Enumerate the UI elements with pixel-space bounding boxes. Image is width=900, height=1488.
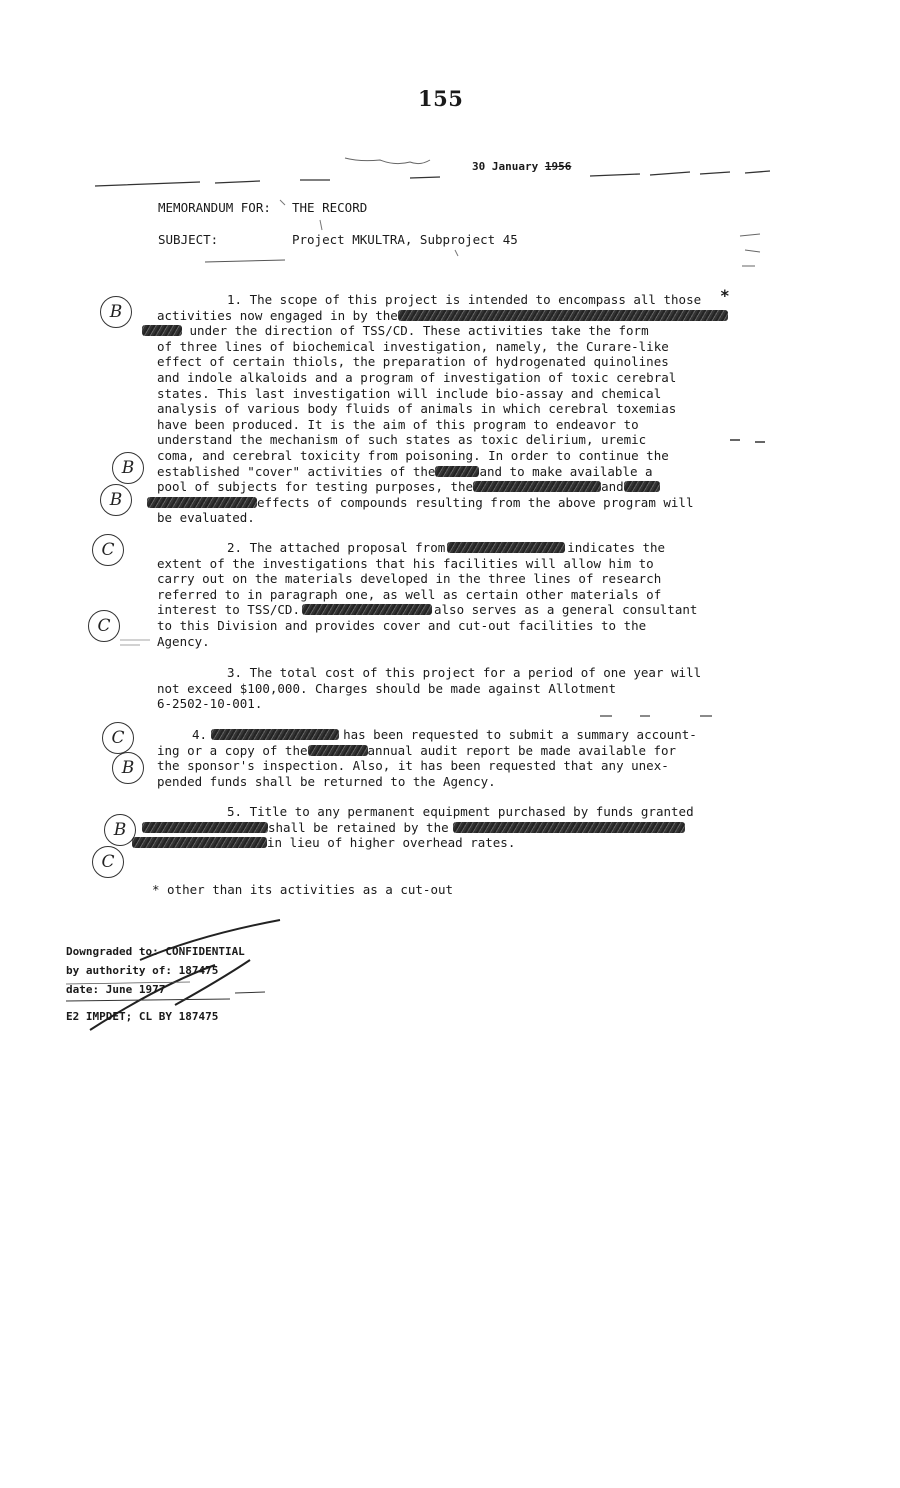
paragraph-line: 5. Title to any permanent equipment purchased by funds granted [227,804,694,819]
paragraph-line [157,540,727,556]
paragraph-line: analysis of various body fluids of animals in which cerebral toxemias [157,401,677,417]
redaction-block [211,729,339,740]
date-day-month: 30 January [472,160,539,173]
paragraph-line: to this Division and provides cover and cut-out facilities to the [157,617,647,633]
classification-mark: B [100,296,132,328]
paragraph-text: 4. [192,727,208,742]
paragraph-line: extent of the investigations that his facilities will allow him to [157,555,654,571]
paragraph-text: and to make available a [479,463,653,479]
memo-date [472,160,571,173]
paragraph-text: in lieu of higher overhead rates. [267,835,516,851]
redaction-block [142,325,182,336]
classification-mark: B [112,452,144,484]
paragraph-line: 6-2502-10-001. [157,696,263,712]
paragraph-line: 3. The total cost of this project for a period of one year will [227,665,702,680]
redaction-block [435,466,479,477]
paragraph-line [157,820,727,836]
paragraph-text: under the direction of TSS/CD. These activities take the form [182,323,649,339]
paragraph-line: effect of certain thiols, the preparation of hydrogenated quinolines [157,354,669,370]
paragraph-text: 2. The attached proposal from [227,540,446,555]
redaction-block [447,542,565,553]
paragraph-line [157,743,727,759]
paragraph-line: pended funds shall be returned to the Agency. [157,773,496,789]
paragraph-text: and [601,479,624,495]
downgrade-line: date: June 1977 [66,983,166,996]
paragraph-line: and indole alkaloids and a program of investigation of toxic cerebral [157,369,677,385]
classification-mark: B [100,484,132,516]
memo-subject-label: SUBJECT: [158,232,219,247]
redaction-block [398,310,728,321]
memo-subject-value: Project MKULTRA, Subproject 45 [292,232,518,247]
paragraph-1 [157,292,727,526]
redaction-block [308,745,368,756]
redaction-block [302,604,432,615]
paragraph-line [157,479,727,495]
paragraph-text: indicates the [567,540,666,555]
paragraph-2 [157,540,727,649]
classification-mark: C [92,846,124,878]
paragraph-line: of three lines of biochemical investigation, namely, the Curare-like [157,338,669,354]
paragraph-text: effects of compounds resulting from the above program will [257,494,694,510]
paragraph-line: not exceed $100,000. Charges should be made against Allotment [157,680,617,696]
paragraph-line [157,308,727,324]
paragraph-text: annual audit report be made available for [367,742,677,758]
paragraph-text: pool of subjects for testing purposes, the [157,479,474,495]
paragraph-line: carry out on the materials developed in the three lines of research [157,571,662,587]
redaction-block [473,481,601,492]
downgrade-line: by authority of: 187475 [66,964,219,977]
redaction-block [624,481,660,492]
paragraph-line [157,602,727,618]
redaction-block [147,497,257,508]
paragraph-line: Agency. [157,633,210,649]
paragraph-text: has been requested to submit a summary account- [343,727,697,742]
paragraph-line [157,835,727,851]
paragraph-5 [157,804,727,851]
classification-mark: B [104,814,136,846]
paragraph-line: have been produced. It is the aim of this program to endeavor to [157,416,639,432]
paragraph-line [157,323,727,339]
paragraph-text: interest to TSS/CD. [157,602,300,618]
paragraph-line: understand the mechanism of such states as toxic delirium, uremic [157,432,647,448]
paragraph-text: ing or a copy of the [157,742,308,758]
classification-mark: C [88,610,120,642]
paragraph-text: established "cover" activities of the [157,463,436,479]
redaction-block [142,822,268,833]
downgrade-line: E2 IMPDET; CL BY 187475 [66,1010,219,1023]
paragraph-text: shall be retained by the [268,819,449,835]
redaction-block [132,837,267,848]
asterisk-marker: * [720,286,730,305]
paragraph-4 [157,727,727,789]
memo-to-value: THE RECORD [292,200,368,215]
paragraph-line [157,464,727,480]
page-number: 155 [418,86,464,111]
memo-to-label: MEMORANDUM FOR: [158,200,271,215]
paragraph-line [157,495,727,511]
paragraph-line: be evaluated. [157,510,255,526]
classification-mark: B [112,752,144,784]
paragraph-line: states. This last investigation will include bio-assay and chemical [157,385,662,401]
date-year: 1956 [544,160,572,173]
paragraph-line: 1. The scope of this project is intended to encompass all those [227,292,702,307]
paragraph-line: the sponsor's inspection. Also, it has been requested that any unex- [157,758,669,774]
redaction-block [453,822,685,833]
paragraph-line: referred to in paragraph one, as well as certain other materials of [157,586,662,602]
paragraph-3 [157,665,727,712]
footnote: * other than its activities as a cut-out [152,882,454,897]
paragraph-text: also serves as a general consultant [434,602,698,618]
classification-mark: C [92,534,124,566]
downgrade-line: Downgraded to: CONFIDENTIAL [66,945,245,958]
paragraph-line [157,727,727,743]
paragraph-line: coma, and cerebral toxicity from poisoning. In order to continue the [157,447,669,463]
paragraph-text: activities now engaged in by the [157,307,398,323]
classification-mark: C [102,722,134,754]
